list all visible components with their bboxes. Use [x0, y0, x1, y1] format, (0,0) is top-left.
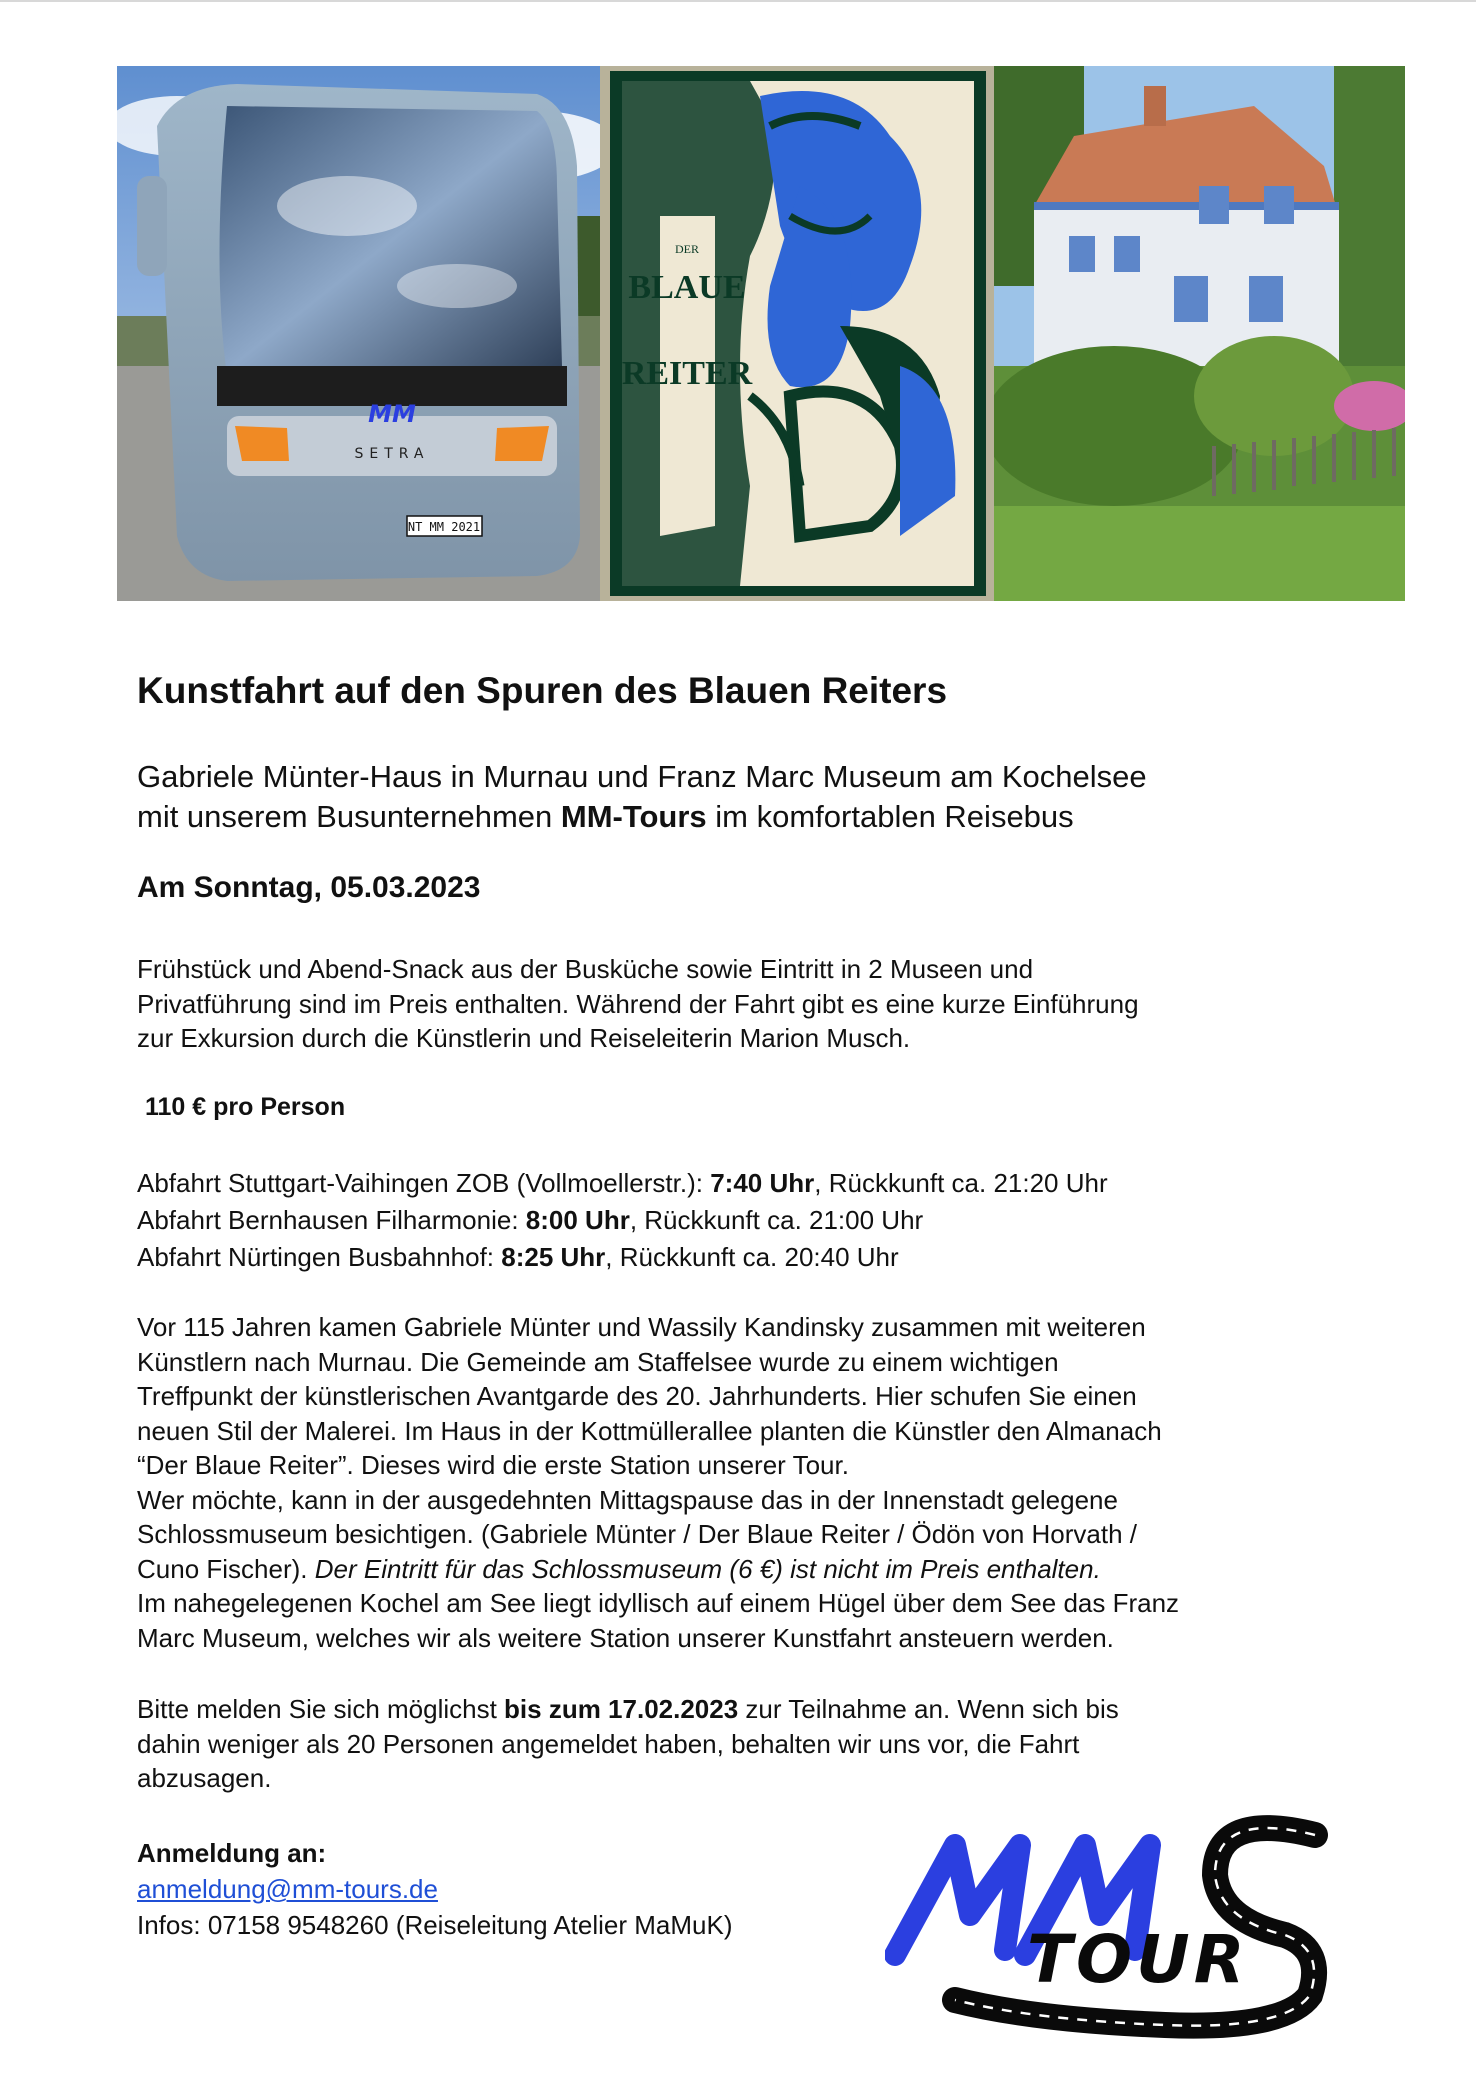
story-line: Cuno Fischer). — [137, 1553, 315, 1584]
subtitle-line-2-pre: mit unserem Busunternehmen — [137, 799, 561, 834]
bus-emblem: MM — [368, 400, 416, 428]
signup-text: abzusagen. — [137, 1763, 272, 1793]
print-text-blaue: BLAUE — [628, 269, 746, 306]
departure-time: 8:25 Uhr — [501, 1242, 606, 1272]
departure-place: Abfahrt Stuttgart-Vaihingen ZOB (Vollmoellerstr.): — [137, 1168, 711, 1198]
mm-tours-logo — [885, 1815, 1355, 2040]
registration-heading: Anmeldung an: — [137, 1838, 327, 1868]
story-line: Schlossmuseum besichtigen. (Gabriele Münter / Der Blaue Reiter / Ödön von Horvath / — [137, 1519, 1138, 1549]
signup-text: Bitte melden Sie sich möglichst — [137, 1694, 505, 1724]
bus-photo — [117, 66, 600, 601]
story-line: Im nahegelegenen Kochel am See liegt idyllisch auf einem Hügel über dem See das Franz — [137, 1588, 1180, 1618]
intro-line: Frühstück und Abend-Snack aus der Busküche sowie Eintritt in 2 Museen und — [137, 954, 1034, 984]
intro-line: zur Exkursion durch die Künstlerin und Reiseleiterin Marion Musch. — [137, 1023, 911, 1053]
departure-place: Abfahrt Nürtingen Busbahnhof: — [137, 1242, 502, 1272]
story-line: “Der Blaue Reiter”. Dieses wird die erste Station unserer Tour. — [137, 1450, 849, 1480]
subtitle-line-2-post: im komfortablen Reisebus — [706, 799, 1074, 834]
muenter-house-photo — [994, 66, 1405, 601]
bus-brand: SETRA — [354, 446, 430, 462]
story-line: Treffpunkt der künstlerischen Avantgarde des 20. Jahrhunderts. Hier schufen Sie einen — [137, 1381, 1137, 1411]
departure-item — [137, 1205, 923, 1235]
blaue-reiter-print — [600, 66, 994, 601]
signup-paragraph — [137, 1692, 1337, 1796]
price: 110 € pro Person — [145, 1093, 346, 1121]
departure-list — [137, 1165, 1337, 1276]
departure-time: 7:40 Uhr — [710, 1168, 815, 1198]
return-time: , Rückkunft ca. 21:20 Uhr — [814, 1168, 1108, 1198]
intro-line: Privatführung sind im Preis enthalten. Während der Fahrt gibt es eine kurze Einführung — [137, 988, 1139, 1019]
return-time: , Rückkunft ca. 21:00 Uhr — [629, 1205, 924, 1235]
entry-note: Der Eintritt für das Schlossmuseum (6 €) ist nicht im Preis enthalten. — [314, 1553, 1101, 1584]
story-line: Marc Museum, welches wir als weitere Station unserer Kunstfahrt ansteuern werden. — [137, 1622, 1114, 1653]
return-time: , Rückkunft ca. 20:40 Uhr — [605, 1242, 899, 1272]
story-line: Vor 115 Jahren kamen Gabriele Münter und Wassily Kandinsky zusammen mit weiteren — [137, 1312, 1146, 1342]
print-text-reiter: REITER — [621, 355, 753, 392]
header-photo-strip — [117, 66, 1405, 601]
signup-text: zur Teilnahme an. Wenn sich bis — [738, 1694, 1119, 1724]
story-line: Künstlern nach Murnau. Die Gemeinde am Staffelsee wurde zu einem wichtigen — [137, 1346, 1059, 1377]
registration-block — [137, 1835, 897, 1943]
registration-email-link[interactable]: anmeldung@mm-tours.de — [137, 1874, 438, 1904]
subtitle-line-1: Gabriele Münter-Haus in Murnau und Franz Marc Museum am Kochelsee — [137, 759, 1147, 794]
subtitle — [137, 757, 1147, 837]
bus-license-plate: NT MM 2021 — [407, 520, 481, 534]
story-line: Wer möchte, kann in der ausgedehnten Mittagspause das in der Innenstadt gelegene — [137, 1484, 1118, 1515]
info-phone: Infos: 07158 9548260 (Reiseleitung Atelier MaMuK) — [137, 1910, 733, 1940]
company-name: MM-Tours — [560, 799, 707, 834]
story-paragraph — [137, 1310, 1337, 1655]
story-line: neuen Stil der Malerei. Im Haus in der Kottmüllerallee planten die Künstler den Almanach — [137, 1415, 1162, 1446]
event-date: Am Sonntag, 05.03.2023 — [137, 871, 481, 904]
top-rule — [0, 0, 1476, 2]
signup-deadline: bis zum 17.02.2023 — [504, 1694, 739, 1724]
departure-place: Abfahrt Bernhausen Filharmonie: — [137, 1205, 526, 1235]
intro-paragraph — [137, 952, 1337, 1056]
page-title: Kunstfahrt auf den Spuren des Blauen Reiters — [137, 670, 948, 711]
departure-time: 8:00 Uhr — [525, 1205, 630, 1235]
departure-item — [137, 1168, 1108, 1198]
departure-item — [137, 1242, 899, 1272]
print-text-der: DER — [675, 242, 699, 256]
logo-tour-text: TOUR — [1027, 1921, 1249, 1998]
signup-text: dahin weniger als 20 Personen angemeldet haben, behalten wir uns vor, die Fahrt — [137, 1728, 1080, 1759]
